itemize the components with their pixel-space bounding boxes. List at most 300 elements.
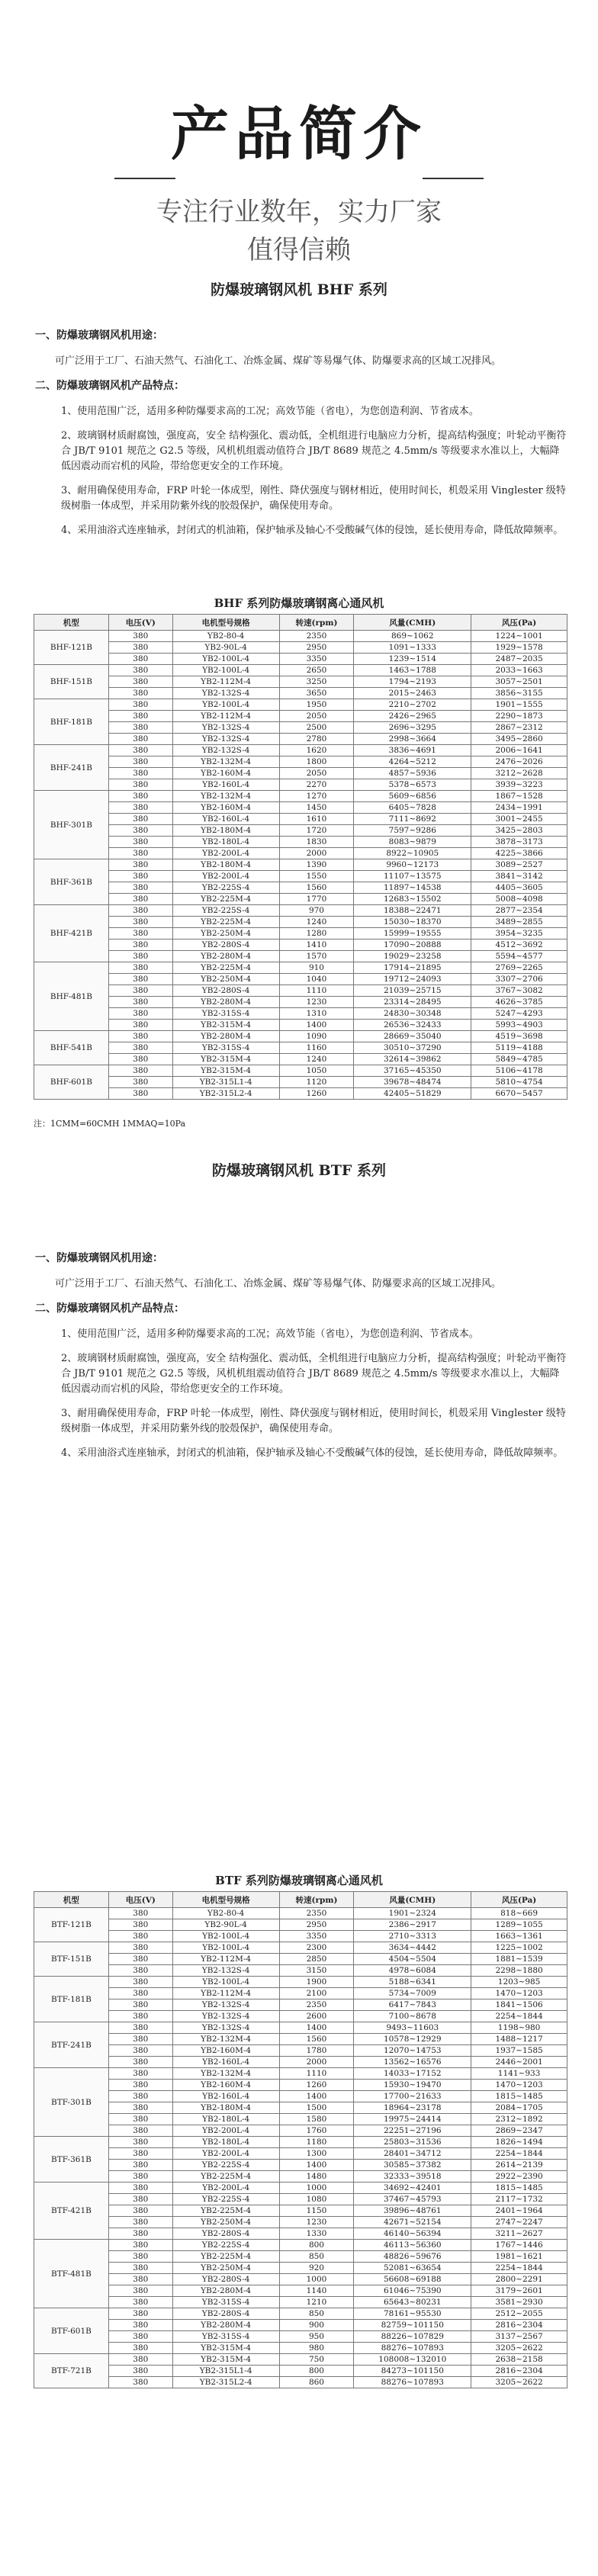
table-cell: 380 — [108, 2045, 172, 2057]
unit-note: 注：1CMM=60CMH 1MMAQ=10Pa — [34, 1119, 186, 1129]
table-cell: 1470~1203 — [471, 1988, 567, 1999]
table-cell: 19712~24093 — [354, 974, 471, 985]
table-cell: 5993~4903 — [471, 1020, 567, 1031]
btf-spec-table — [34, 1891, 567, 2388]
table-cell: 2000 — [279, 2057, 354, 2068]
table-cell: 1000 — [279, 2274, 354, 2285]
column-header: 风量(CMH) — [354, 1892, 471, 1908]
table-cell: YB2-315M-4 — [172, 1020, 279, 1031]
table-row — [34, 928, 567, 940]
table-row — [34, 997, 567, 1008]
table-cell: 2780 — [279, 734, 354, 745]
table-cell: 1091~1333 — [354, 642, 471, 654]
table-cell: 800 — [279, 2240, 354, 2251]
table-cell: 65643~80231 — [354, 2297, 471, 2308]
table-cell: YB2-160M-4 — [172, 2045, 279, 2057]
table-cell: 920 — [279, 2263, 354, 2274]
table-cell: 15030~18370 — [354, 917, 471, 928]
table-cell: YB2-160L-4 — [172, 779, 279, 791]
table-cell: YB2-180M-4 — [172, 2102, 279, 2114]
table-cell: 26536~32433 — [354, 1020, 471, 1031]
table-cell: 82759~101150 — [354, 2320, 471, 2331]
table-cell: YB2-132S-4 — [172, 2011, 279, 2022]
table-cell: 42405~51829 — [354, 1088, 471, 1100]
table-row — [34, 871, 567, 882]
feature-1: 1、使用范围广泛，适用多种防爆要求高的工况；高效节能（省电），为您创造利润、节省成本。 — [61, 406, 479, 417]
table-row — [34, 756, 567, 768]
table-cell: 1901~1555 — [471, 699, 567, 711]
table-cell: 1330 — [279, 2228, 354, 2240]
table-cell: 869~1062 — [354, 631, 471, 642]
table-cell: YB2-200L-4 — [172, 2125, 279, 2137]
table-cell: 1110 — [279, 985, 354, 997]
table-cell: 2487~2035 — [471, 654, 567, 665]
table-cell: 380 — [108, 2240, 172, 2251]
table-cell: 380 — [108, 2068, 172, 2080]
table-cell: 1470~1203 — [471, 2080, 567, 2091]
table-cell: 84273~101150 — [354, 2366, 471, 2377]
table-cell: 108008~132010 — [354, 2354, 471, 2366]
table-cell: YB2-315S-4 — [172, 1042, 279, 1054]
table-cell: YB2-280M-4 — [172, 2320, 279, 2331]
table-cell: 380 — [108, 1042, 172, 1054]
table-cell: 2512~2055 — [471, 2308, 567, 2320]
subtitle-line-1: 专注行业数年，实力厂家 — [156, 197, 442, 227]
table-cell: 1239~1514 — [354, 654, 471, 665]
table-cell: 1815~1485 — [471, 2091, 567, 2102]
table-cell: 380 — [108, 2228, 172, 2240]
table-cell: 380 — [108, 1954, 172, 1965]
table-cell: 1224~1001 — [471, 631, 567, 642]
table-cell: YB2-315L1-4 — [172, 1077, 279, 1088]
column-header: 转速(rpm) — [279, 1892, 354, 1908]
table-row — [34, 2091, 567, 2102]
table-cell: 4626~3785 — [471, 997, 567, 1008]
table-cell: 3767~3082 — [471, 985, 567, 997]
table-cell: 2000 — [279, 848, 354, 859]
table-row — [34, 665, 567, 676]
table-cell: 900 — [279, 2320, 354, 2331]
table-cell: 11897~14538 — [354, 882, 471, 894]
table-cell: 1230 — [279, 2217, 354, 2228]
table-cell: YB2-132S-4 — [172, 745, 279, 756]
table-row — [34, 940, 567, 951]
table-cell: YB2-100L-4 — [172, 1942, 279, 1954]
table-cell: 1780 — [279, 2045, 354, 2057]
feature-4: 4、采用油浴式连座轴承，封闭式的机油箱，保护轴承及轴心不受酸碱气体的侵蚀，延长使用寿命，降低故障频率。 — [61, 525, 564, 536]
table-cell: 5119~4188 — [471, 1042, 567, 1054]
table-cell: 3057~2501 — [471, 676, 567, 688]
table-row — [34, 1031, 567, 1042]
table-cell: 18388~22471 — [354, 905, 471, 917]
table-cell: 2816~2304 — [471, 2320, 567, 2331]
table-cell: 4504~5504 — [354, 1954, 471, 1965]
table-row — [34, 2125, 567, 2137]
table-cell: 1110 — [279, 2068, 354, 2080]
table-cell: YB2-200L-4 — [172, 2148, 279, 2160]
table-cell: 380 — [108, 1020, 172, 1031]
table-cell: 2434~1991 — [471, 802, 567, 814]
table-row — [34, 1088, 567, 1100]
table-cell: 380 — [108, 1965, 172, 1977]
table-cell: 380 — [108, 631, 172, 642]
table-row — [34, 2274, 567, 2285]
table-cell: 1260 — [279, 1088, 354, 1100]
table-cell: 380 — [108, 711, 172, 722]
table-cell: 2426~2965 — [354, 711, 471, 722]
table-cell: YB2-250M-4 — [172, 2263, 279, 2274]
table-cell: 46140~56394 — [354, 2228, 471, 2240]
table-row — [34, 1008, 567, 1020]
table-cell: 42671~52154 — [354, 2217, 471, 2228]
table-cell: 1881~1539 — [471, 1954, 567, 1965]
table-cell: 3150 — [279, 1965, 354, 1977]
feature-4: 4、采用油浴式连座轴承，封闭式的机油箱，保护轴承及轴心不受酸碱气体的侵蚀，延长使用寿命，降低故障频率。 — [61, 1447, 564, 1459]
model-cell: BHF-541B — [34, 1031, 109, 1065]
table-cell: 39896~48761 — [354, 2205, 471, 2217]
table-cell: 2350 — [279, 1908, 354, 1919]
purpose-text: 可广泛用于工厂、石油天然气、石油化工、冶炼金属、煤矿等易爆气体、防爆要求高的区域工况排风。 — [55, 1278, 502, 1290]
table-row — [34, 722, 567, 734]
table-row — [34, 711, 567, 722]
table-row — [34, 2057, 567, 2068]
table-row — [34, 1908, 567, 1919]
table-cell: 380 — [108, 882, 172, 894]
title-divider — [114, 178, 175, 179]
table-cell: YB2-112M-4 — [172, 1954, 279, 1965]
table-cell: 380 — [108, 2148, 172, 2160]
table-cell: YB2-160M-4 — [172, 768, 279, 779]
table-cell: YB2-180L-4 — [172, 2114, 279, 2125]
table-cell: YB2-132S-4 — [172, 1999, 279, 2011]
table-cell: 380 — [108, 1919, 172, 1931]
table-cell: YB2-132M-4 — [172, 2034, 279, 2045]
table-cell: 950 — [279, 2331, 354, 2343]
table-cell: 818~669 — [471, 1908, 567, 1919]
table-row — [34, 791, 567, 802]
table-cell: 3001~2455 — [471, 814, 567, 825]
table-cell: 380 — [108, 734, 172, 745]
table-cell: 4519~3698 — [471, 1031, 567, 1042]
table-cell: 18964~23178 — [354, 2102, 471, 2114]
table-cell: 2015~2463 — [354, 688, 471, 699]
table-cell: 52081~63654 — [354, 2263, 471, 2274]
table-cell: 88226~107829 — [354, 2331, 471, 2343]
table-cell: 380 — [108, 2114, 172, 2125]
table-cell: 380 — [108, 1065, 172, 1077]
table-cell: 1090 — [279, 1031, 354, 1042]
table-cell: 2254~1844 — [471, 2011, 567, 2022]
table-cell: 1760 — [279, 2125, 354, 2137]
table-row — [34, 917, 567, 928]
table-cell: 380 — [108, 768, 172, 779]
table-cell: 2210~2702 — [354, 699, 471, 711]
table-cell: 1289~1055 — [471, 1919, 567, 1931]
table-cell: 37467~45793 — [354, 2194, 471, 2205]
table-row — [34, 688, 567, 699]
table-cell: YB2-132S-4 — [172, 1965, 279, 1977]
table-cell: 970 — [279, 905, 354, 917]
table-cell: YB2-100L-4 — [172, 654, 279, 665]
bhf-series-title: 防爆玻璃钢风机 BHF 系列 — [211, 281, 387, 298]
table-cell: 2950 — [279, 1919, 354, 1931]
feature-3: 3、耐用确保使用寿命，FRP 叶轮一体成型，刚性、降伏强度与钢材相近，使用时间长，机殻采用 Vinglester 级特级树脂一体成型，并采用防紫外线的胶殻保护，确保使用寿命。 — [61, 1408, 566, 1434]
table-cell: YB2-100L-4 — [172, 665, 279, 676]
table-cell: 380 — [108, 2034, 172, 2045]
table-cell: YB2-180L-4 — [172, 2137, 279, 2148]
table-cell: 15999~19555 — [354, 928, 471, 940]
table-cell: 39678~48474 — [354, 1077, 471, 1088]
table-cell: 5247~4293 — [471, 1008, 567, 1020]
table-cell: 380 — [108, 940, 172, 951]
table-row — [34, 2354, 567, 2366]
table-cell: 380 — [108, 2102, 172, 2114]
table-row — [34, 2102, 567, 2114]
table-cell: 1141~933 — [471, 2068, 567, 2080]
table-cell: 2476~2026 — [471, 756, 567, 768]
column-header: 电机型号规格 — [172, 1892, 279, 1908]
table-row — [34, 2148, 567, 2160]
table-cell: 32614~39862 — [354, 1054, 471, 1065]
table-row — [34, 1942, 567, 1954]
table-cell: 14033~17152 — [354, 2068, 471, 2080]
table-row — [34, 1999, 567, 2011]
table-cell: 2850 — [279, 1954, 354, 1965]
table-cell: YB2-100L-4 — [172, 699, 279, 711]
table-cell: 6417~7843 — [354, 1999, 471, 2011]
table-cell: 380 — [108, 871, 172, 882]
table-cell: 380 — [108, 1031, 172, 1042]
table-cell: 3179~2601 — [471, 2285, 567, 2297]
table-cell: YB2-315M-4 — [172, 2343, 279, 2354]
table-cell: YB2-132S-4 — [172, 688, 279, 699]
table-cell: YB2-225S-4 — [172, 2194, 279, 2205]
bhf-table-title: BHF 系列防爆玻璃钢离心通风机 — [214, 596, 384, 610]
table-cell: 380 — [108, 2011, 172, 2022]
table-cell: 1080 — [279, 2194, 354, 2205]
column-header: 机型 — [34, 615, 109, 631]
table-cell: 380 — [108, 951, 172, 962]
table-cell: 3634~4442 — [354, 1942, 471, 1954]
table-row — [34, 2160, 567, 2171]
table-cell: 9493~11603 — [354, 2022, 471, 2034]
model-cell: BTF-601B — [34, 2308, 109, 2354]
subtitle-line-2: 值得信赖 — [247, 235, 351, 265]
table-cell: YB2-200L-4 — [172, 2183, 279, 2194]
table-cell: 56608~69188 — [354, 2274, 471, 2285]
table-cell: 380 — [108, 848, 172, 859]
table-cell: 380 — [108, 1908, 172, 1919]
table-row — [34, 734, 567, 745]
table-cell: YB2-200L-4 — [172, 848, 279, 859]
table-row — [34, 962, 567, 974]
table-row — [34, 2080, 567, 2091]
table-cell: 380 — [108, 1077, 172, 1088]
table-cell: 48826~59676 — [354, 2251, 471, 2263]
table-cell: 12683~15502 — [354, 894, 471, 905]
table-cell: YB2-132S-4 — [172, 734, 279, 745]
table-cell: 380 — [108, 2308, 172, 2320]
table-cell: YB2-315M-4 — [172, 1065, 279, 1077]
table-cell: 380 — [108, 802, 172, 814]
feature-1: 1、使用范围广泛，适用多种防爆要求高的工况；高效节能（省电），为您创造利润、节省成本。 — [61, 1328, 479, 1340]
table-cell: 3137~2567 — [471, 2331, 567, 2343]
table-cell: 1794~2193 — [354, 676, 471, 688]
table-cell: 1826~1494 — [471, 2137, 567, 2148]
table-cell: 380 — [108, 917, 172, 928]
table-cell: 1050 — [279, 1065, 354, 1077]
table-cell: YB2-80-4 — [172, 1908, 279, 1919]
table-row — [34, 768, 567, 779]
table-cell: 1560 — [279, 882, 354, 894]
table-cell: 380 — [108, 2285, 172, 2297]
table-cell: 1800 — [279, 756, 354, 768]
table-cell: YB2-280M-4 — [172, 1031, 279, 1042]
table-cell: YB2-315M-4 — [172, 2354, 279, 2366]
table-cell: 1270 — [279, 791, 354, 802]
table-row — [34, 676, 567, 688]
table-cell: 380 — [108, 1931, 172, 1942]
table-cell: YB2-132S-4 — [172, 722, 279, 734]
table-cell: 2650 — [279, 665, 354, 676]
table-row — [34, 2114, 567, 2125]
table-cell: 8922~10905 — [354, 848, 471, 859]
table-row — [34, 1977, 567, 1988]
table-row — [34, 2285, 567, 2297]
table-cell: 3495~2860 — [471, 734, 567, 745]
column-header: 电机型号规格 — [172, 615, 279, 631]
table-cell: 1230 — [279, 997, 354, 1008]
table-cell: 2050 — [279, 768, 354, 779]
table-cell: 380 — [108, 756, 172, 768]
table-cell: 380 — [108, 654, 172, 665]
model-cell: BTF-181B — [34, 1977, 109, 2022]
table-row — [34, 2366, 567, 2377]
table-row — [34, 985, 567, 997]
table-cell: YB2-132M-4 — [172, 2068, 279, 2080]
table-cell: 9960~12173 — [354, 859, 471, 871]
table-cell: 380 — [108, 642, 172, 654]
model-cell: BHF-151B — [34, 665, 109, 699]
table-cell: YB2-160M-4 — [172, 2080, 279, 2091]
table-row — [34, 2320, 567, 2331]
table-cell: 1240 — [279, 1054, 354, 1065]
table-cell: 2500 — [279, 722, 354, 734]
table-cell: 1410 — [279, 940, 354, 951]
table-cell: 1203~985 — [471, 1977, 567, 1988]
table-cell: YB2-225M-4 — [172, 2205, 279, 2217]
table-row — [34, 848, 567, 859]
table-cell: 1160 — [279, 1042, 354, 1054]
btf-table-body — [34, 1908, 567, 2388]
table-cell: 17914~21895 — [354, 962, 471, 974]
feature-2: 2、玻璃钢材质耐腐蚀，强度高，安全 结构强化、震动低，全机组进行电脑应力分析，提高结构强度；叶轮动平衡符合 JB/T 9101 规范之 G2.5 等级，风机机组震动值符合 JB/T 8689 规范之 4.5mm/s 等级要求水准以上，大幅降低因震动而宕机的风险，带给您更安全的工作环境。 — [61, 1353, 567, 1395]
table-cell: 380 — [108, 2171, 172, 2183]
table-cell: YB2-280M-4 — [172, 997, 279, 1008]
table-cell: 28401~34712 — [354, 2148, 471, 2160]
table-cell: 1815~1485 — [471, 2183, 567, 2194]
table-cell: 1720 — [279, 825, 354, 837]
table-cell: YB2-315L2-4 — [172, 2377, 279, 2388]
table-row — [34, 2343, 567, 2354]
table-cell: 380 — [108, 2366, 172, 2377]
table-cell: 380 — [108, 2320, 172, 2331]
table-row — [34, 1931, 567, 1942]
table-cell: 380 — [108, 997, 172, 1008]
table-cell: 4512~3692 — [471, 940, 567, 951]
table-cell: YB2-280S-4 — [172, 2274, 279, 2285]
table-cell: 2298~1880 — [471, 1965, 567, 1977]
table-cell: YB2-315L1-4 — [172, 2366, 279, 2377]
table-cell: 380 — [108, 676, 172, 688]
table-row — [34, 802, 567, 814]
table-cell: 22251~27196 — [354, 2125, 471, 2137]
table-cell: YB2-225S-4 — [172, 2160, 279, 2171]
table-cell: 5849~4785 — [471, 1054, 567, 1065]
table-cell: 380 — [108, 905, 172, 917]
feature-3: 3、耐用确保使用寿命，FRP 叶轮一体成型，刚性、降伏强度与钢材相近，使用时间长，机殻采用 Vinglester 级特级树脂一体成型，并采用防紫外线的胶殻保护，确保使用寿命。 — [61, 485, 566, 512]
table-cell: 1480 — [279, 2171, 354, 2183]
table-cell: YB2-315S-4 — [172, 1008, 279, 1020]
table-cell: 1610 — [279, 814, 354, 825]
table-cell: 3954~3235 — [471, 928, 567, 940]
table-cell: 1450 — [279, 802, 354, 814]
table-cell: 380 — [108, 2274, 172, 2285]
bhf-spec-table — [34, 614, 567, 1100]
table-cell: 3212~2628 — [471, 768, 567, 779]
table-row — [34, 2183, 567, 2194]
table-row — [34, 2308, 567, 2320]
table-cell: YB2-90L-4 — [172, 642, 279, 654]
table-cell: 2600 — [279, 2011, 354, 2022]
table-cell: YB2-225M-4 — [172, 917, 279, 928]
table-row — [34, 974, 567, 985]
table-cell: YB2-225M-4 — [172, 962, 279, 974]
table-cell: 15930~19470 — [354, 2080, 471, 2091]
table-cell: 88276~107893 — [354, 2377, 471, 2388]
table-cell: YB2-132M-4 — [172, 791, 279, 802]
table-cell: 380 — [108, 2263, 172, 2274]
model-cell: BTF-241B — [34, 2022, 109, 2068]
table-cell: YB2-132S-4 — [172, 2022, 279, 2034]
table-cell: 2446~2001 — [471, 2057, 567, 2068]
table-cell: 1929~1578 — [471, 642, 567, 654]
table-cell: 2638~2158 — [471, 2354, 567, 2366]
table-cell: 1830 — [279, 837, 354, 848]
table-cell: 3250 — [279, 676, 354, 688]
table-row — [34, 2217, 567, 2228]
table-cell: 380 — [108, 1008, 172, 1020]
table-cell: YB2-90L-4 — [172, 1919, 279, 1931]
table-cell: 19975~24414 — [354, 2114, 471, 2125]
table-cell: 3089~2527 — [471, 859, 567, 871]
table-cell: 910 — [279, 962, 354, 974]
table-row — [34, 1919, 567, 1931]
table-cell: 1767~1446 — [471, 2240, 567, 2251]
table-cell: 2386~2917 — [354, 1919, 471, 1931]
table-cell: 1663~1361 — [471, 1931, 567, 1942]
table-cell: 5810~4754 — [471, 1077, 567, 1088]
table-cell: 3489~2855 — [471, 917, 567, 928]
table-row — [34, 2240, 567, 2251]
table-row — [34, 2022, 567, 2034]
table-cell: 380 — [108, 2194, 172, 2205]
column-header: 风压(Pa) — [471, 1892, 567, 1908]
table-cell: 980 — [279, 2343, 354, 2354]
table-cell: 30585~37382 — [354, 2160, 471, 2171]
table-cell: 4264~5212 — [354, 756, 471, 768]
table-cell: 4978~6084 — [354, 1965, 471, 1977]
